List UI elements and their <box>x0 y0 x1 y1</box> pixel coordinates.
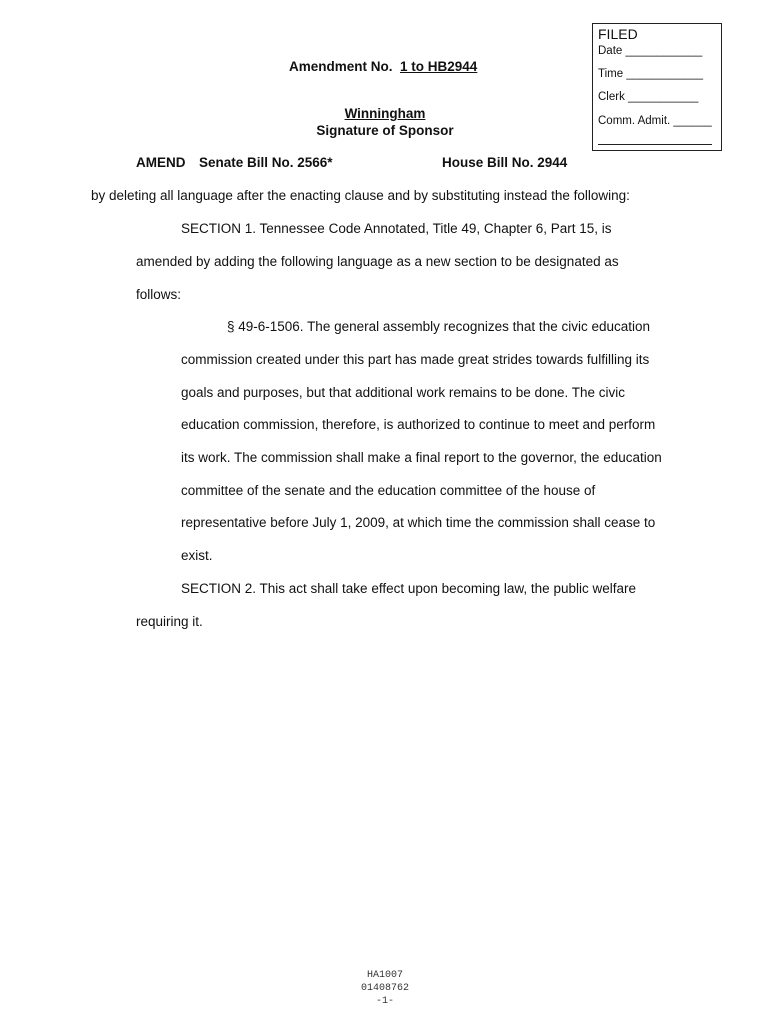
filed-clerk: Clerk ___________ <box>598 91 699 103</box>
amend-label: AMEND <box>136 155 186 170</box>
section1-line: follows: <box>136 287 182 302</box>
new-section-line: committee of the senate and the education committee of the house of <box>181 483 596 498</box>
new-section-line: its work. The commission shall make a final report to the governor, the education <box>181 450 662 465</box>
new-section-line: exist. <box>181 548 213 563</box>
sponsor-name: Winningham <box>344 106 426 121</box>
footer-code-1: HA1007 <box>366 970 403 981</box>
new-section-line: education commission, therefore, is authorized to continue to meet and perform <box>181 417 656 432</box>
amendment-heading <box>289 59 477 74</box>
filed-signature-line <box>598 144 712 145</box>
house-bill-number: House Bill No. 2944 <box>442 155 568 170</box>
new-section-line: goals and purposes, but that additional work remains to be done. The civic <box>181 385 626 400</box>
footer-code-2: 01408762 <box>360 983 409 994</box>
intro-paragraph: by deleting all language after the enacting clause and by substituting instead the following: <box>91 188 630 203</box>
amendment-number: 1 to HB2944 <box>400 59 478 74</box>
filed-date: Date ____________ <box>598 45 703 57</box>
section1-line: amended by adding the following language as a new section to be designated as <box>136 254 619 269</box>
section2-line: SECTION 2. This act shall take effect upon becoming law, the public welfare <box>181 581 636 596</box>
new-section-line: § 49-6-1506. The general assembly recognizes that the civic education <box>227 319 651 334</box>
section1-line: SECTION 1. Tennessee Code Annotated, Title 49, Chapter 6, Part 15, is <box>181 221 612 236</box>
filed-time: Time ____________ <box>598 68 704 80</box>
filed-stamp-box <box>592 23 722 151</box>
amendment-prefix: Amendment No. <box>289 59 393 74</box>
new-section-line: representative before July 1, 2009, at which time the commission shall cease to <box>181 515 656 530</box>
filed-comm-admit: Comm. Admit. ______ <box>598 115 712 127</box>
new-section-line: commission created under this part has made great strides towards fulfilling its <box>181 352 650 367</box>
senate-bill-number: Senate Bill No. 2566* <box>199 155 333 170</box>
page-number: -1- <box>375 996 394 1007</box>
filed-title: FILED <box>598 26 638 42</box>
sponsor-caption: Signature of Sponsor <box>316 123 454 138</box>
section2-line: requiring it. <box>136 614 203 629</box>
